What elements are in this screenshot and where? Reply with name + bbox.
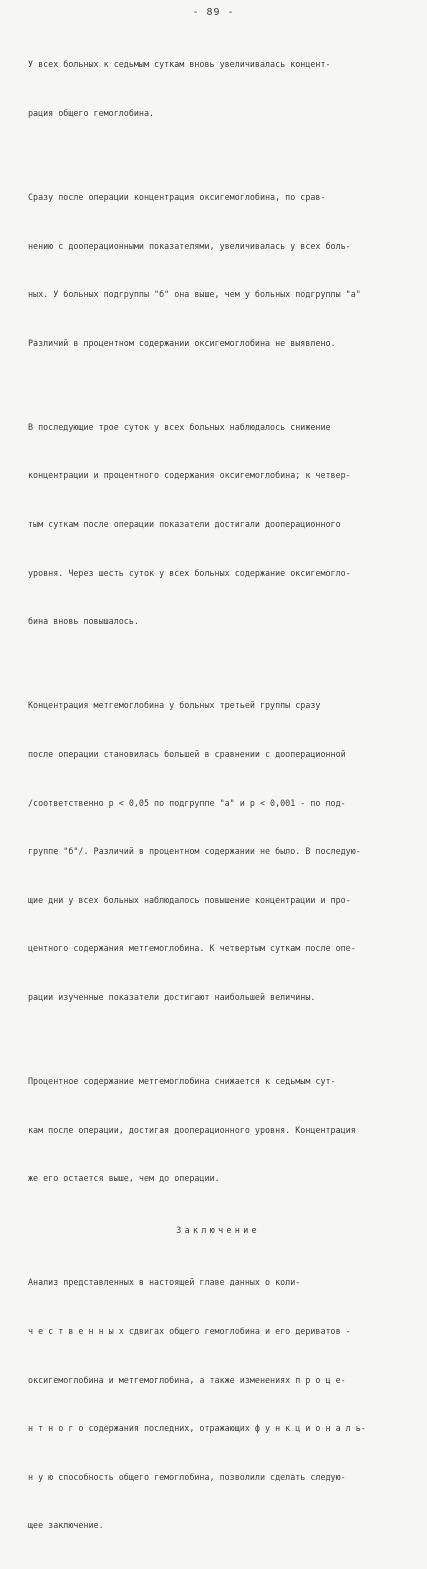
paragraph: [28, 1041, 408, 1219]
paragraph: [28, 386, 408, 661]
page-number: - 89 -: [192, 7, 235, 18]
text-line: Сразу после операции концентрация оксигемоглобина, по срав-: [28, 192, 326, 203]
text-line: оксигемоглобина и метгемоглобина, а также изменениях п р о ц е-: [28, 1374, 346, 1385]
paragraph: [28, 157, 408, 384]
text-line: Концентрация метгемоглобина у больных третьей группы сразу: [28, 700, 321, 711]
text-line: кам после операции, достигая дооперационного уровня. Концентрация: [28, 1124, 356, 1135]
text-line: же его остается выше, чем до операции.: [28, 1173, 220, 1184]
text-line: Процентное содержание метгемоглобина снижается к седьмым сут-: [28, 1076, 336, 1086]
paragraph: [28, 24, 408, 154]
text-line: /соответственно р < 0,05 по подгруппе "а" и р < 0,001 - по под-: [28, 797, 346, 808]
text-line: центного содержания метгемоглобина. К четвертым суткам после опе-: [28, 943, 356, 954]
text-line: щее заключение.: [28, 1520, 104, 1531]
conclusion-paragraph: [28, 1242, 408, 1566]
text-line: щие дни у всех больных наблюдалось повышение концентрации и про-: [28, 894, 351, 905]
text-line: рации изученные показатели достигают наибольшей величины.: [28, 991, 316, 1002]
text-line: после операции становилась большей в сравнении с дооперационной: [28, 748, 346, 759]
text-line: Анализ представленных в настоящей главе данных о коли-: [28, 1277, 301, 1288]
text-line: уровня. Через шесть суток у всех больных содержание оксигемогло-: [28, 567, 351, 578]
text-line: группе "б"/. Различий в процентном содержании не было. В последую-: [28, 846, 361, 857]
text-line: бина вновь повышалось.: [28, 616, 139, 627]
text-line: ных. У больных подгруппы "б" она выше, чем у больных подгруппы "а": [28, 289, 361, 300]
paragraph: [28, 665, 408, 1038]
text-line: У всех больных к седьмым суткам вновь увеличивалась концент-: [28, 59, 331, 70]
text-line: концентрации и процентного содержания оксигемоглобина; к четвер-: [28, 470, 351, 481]
text-line: В последующие трое суток у всех больных наблюдалось снижение: [28, 421, 331, 432]
text-line: тым суткам после операции показатели достигали дооперационного: [28, 519, 341, 530]
text-line: н т н о г о содержания последних, отражающих ф у н к ц и о н а л ь-: [28, 1423, 366, 1434]
text-line: н у ю способность общего гемоглобина, позволили сделать следую-: [28, 1471, 346, 1482]
section-heading: Заключение: [176, 1225, 260, 1236]
body-text: [28, 24, 408, 1569]
text-line: рация общего гемоглобина.: [28, 108, 155, 119]
text-line: Различий в процентном содержании оксигемоглобина не выявлено.: [28, 337, 336, 348]
text-line: ч е с т в е н н ы х сдвигах общего гемоглобина и его дериватов -: [28, 1326, 351, 1337]
text-line: нению с дооперационными показателями, увеличивалась у всех боль-: [28, 240, 351, 251]
